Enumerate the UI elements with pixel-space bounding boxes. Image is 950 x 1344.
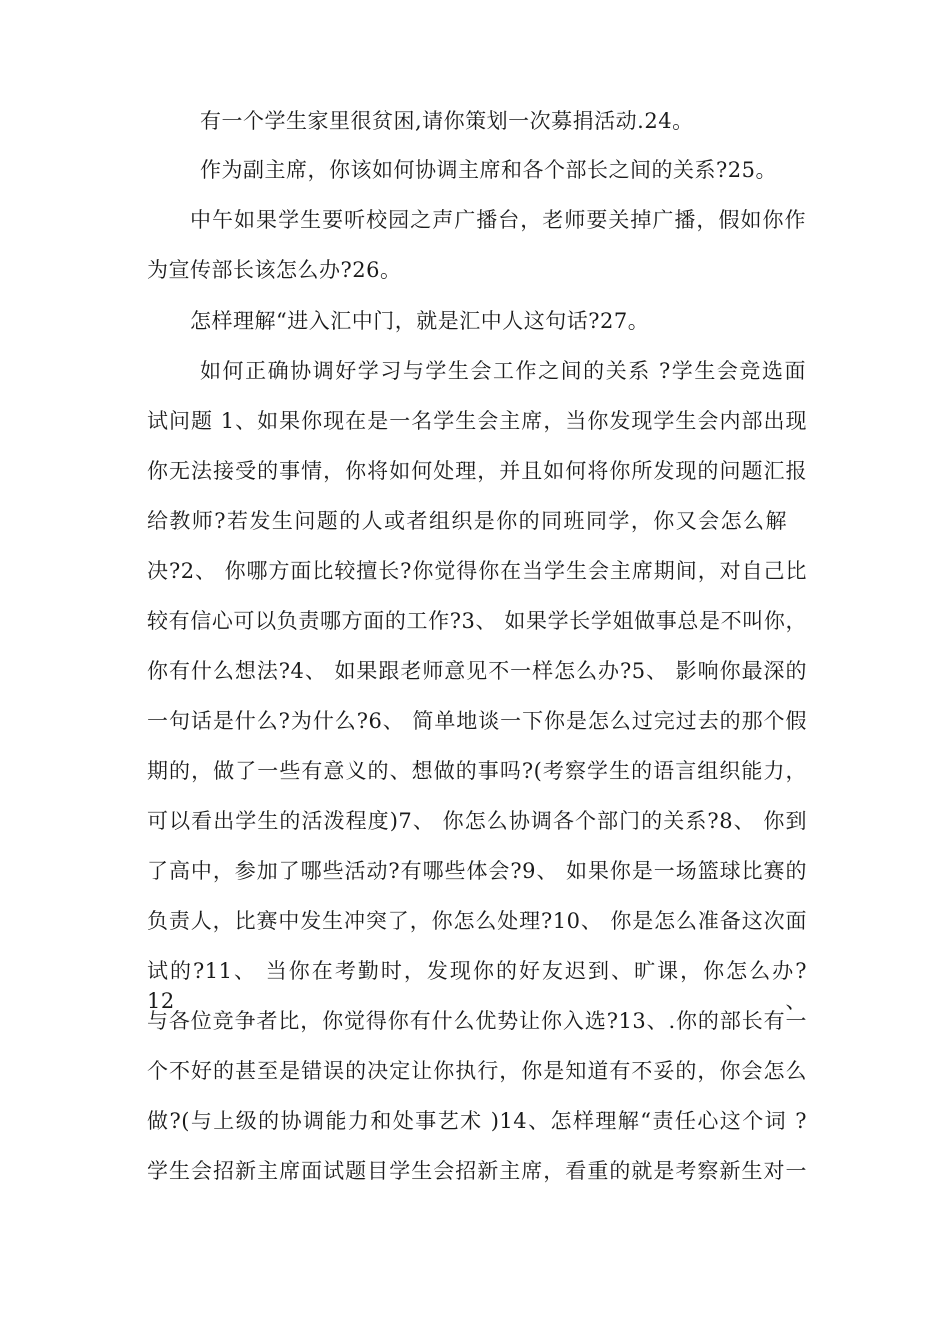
text-line: 较有信心可以负责哪方面的工作?3、 如果学长学姐做事总是不叫你，	[147, 609, 807, 633]
text-line: 给教师?若发生问题的人或者组织是你的同班同学，你又会怎么解	[147, 509, 787, 533]
text-line: 期的，做了一些有意义的、想做的事吗?(考察学生的语言组织能力，	[147, 759, 807, 783]
text-line: 决?2、 你哪方面比较擅长?你觉得你在当学生会主席期间，对自己比	[147, 559, 807, 583]
text-line: 可以看出学生的活泼程度)7、 你怎么协调各个部门的关系?8、 你到	[147, 809, 807, 833]
text-line: 为宣传部长该怎么办?26。	[147, 258, 402, 282]
text-line: 中午如果学生要听校园之声广播台，老师要关掉广播，假如你作	[190, 208, 806, 232]
text-line: 试问题 1、如果你现在是一名学生会主席，当你发现学生会内部出现	[147, 409, 807, 433]
text-line: 与各位竞争者比，你觉得你有什么优势让你入选?13、.你的部长有一	[147, 1009, 807, 1033]
text-line: 有一个学生家里很贫困,请你策划一次募捐活动.24。	[200, 109, 694, 133]
text-line: 一句话是什么?为什么?6、 简单地谈一下你是怎么过完过去的那个假	[147, 709, 807, 733]
text-line: 学生会招新主席面试题目学生会招新主席，看重的就是考察新生对一	[147, 1159, 807, 1183]
text-line: 试的?11、 当你在考勤时，发现你的好友迟到、旷课，你怎么办?12、	[147, 959, 807, 1013]
text-line: 作为副主席，你该如何协调主席和各个部长之间的关系?25。	[200, 158, 777, 182]
text-line: 做?(与上级的协调能力和处事艺术 )14、怎样理解“责任心这个词 ?	[147, 1109, 807, 1133]
text-line: 怎样理解“进入汇中门，就是汇中人这句话?27。	[190, 309, 650, 333]
text-line: 个不好的甚至是错误的决定让你执行，你是知道有不妥的，你会怎么	[147, 1059, 807, 1083]
text-line: 你无法接受的事情，你将如何处理，并且如何将你所发现的问题汇报	[147, 459, 807, 483]
text-line: 如何正确协调好学习与学生会工作之间的关系 ?学生会竞选面	[200, 359, 806, 383]
text-line: 你有什么想法?4、 如果跟老师意见不一样怎么办?5、 影响你最深的	[147, 659, 807, 683]
text-line: 负责人，比赛中发生冲突了，你怎么处理?10、 你是怎么准备这次面	[147, 909, 807, 933]
text-line: 了高中，参加了哪些活动?有哪些体会?9、 如果你是一场篮球比赛的	[147, 859, 807, 883]
